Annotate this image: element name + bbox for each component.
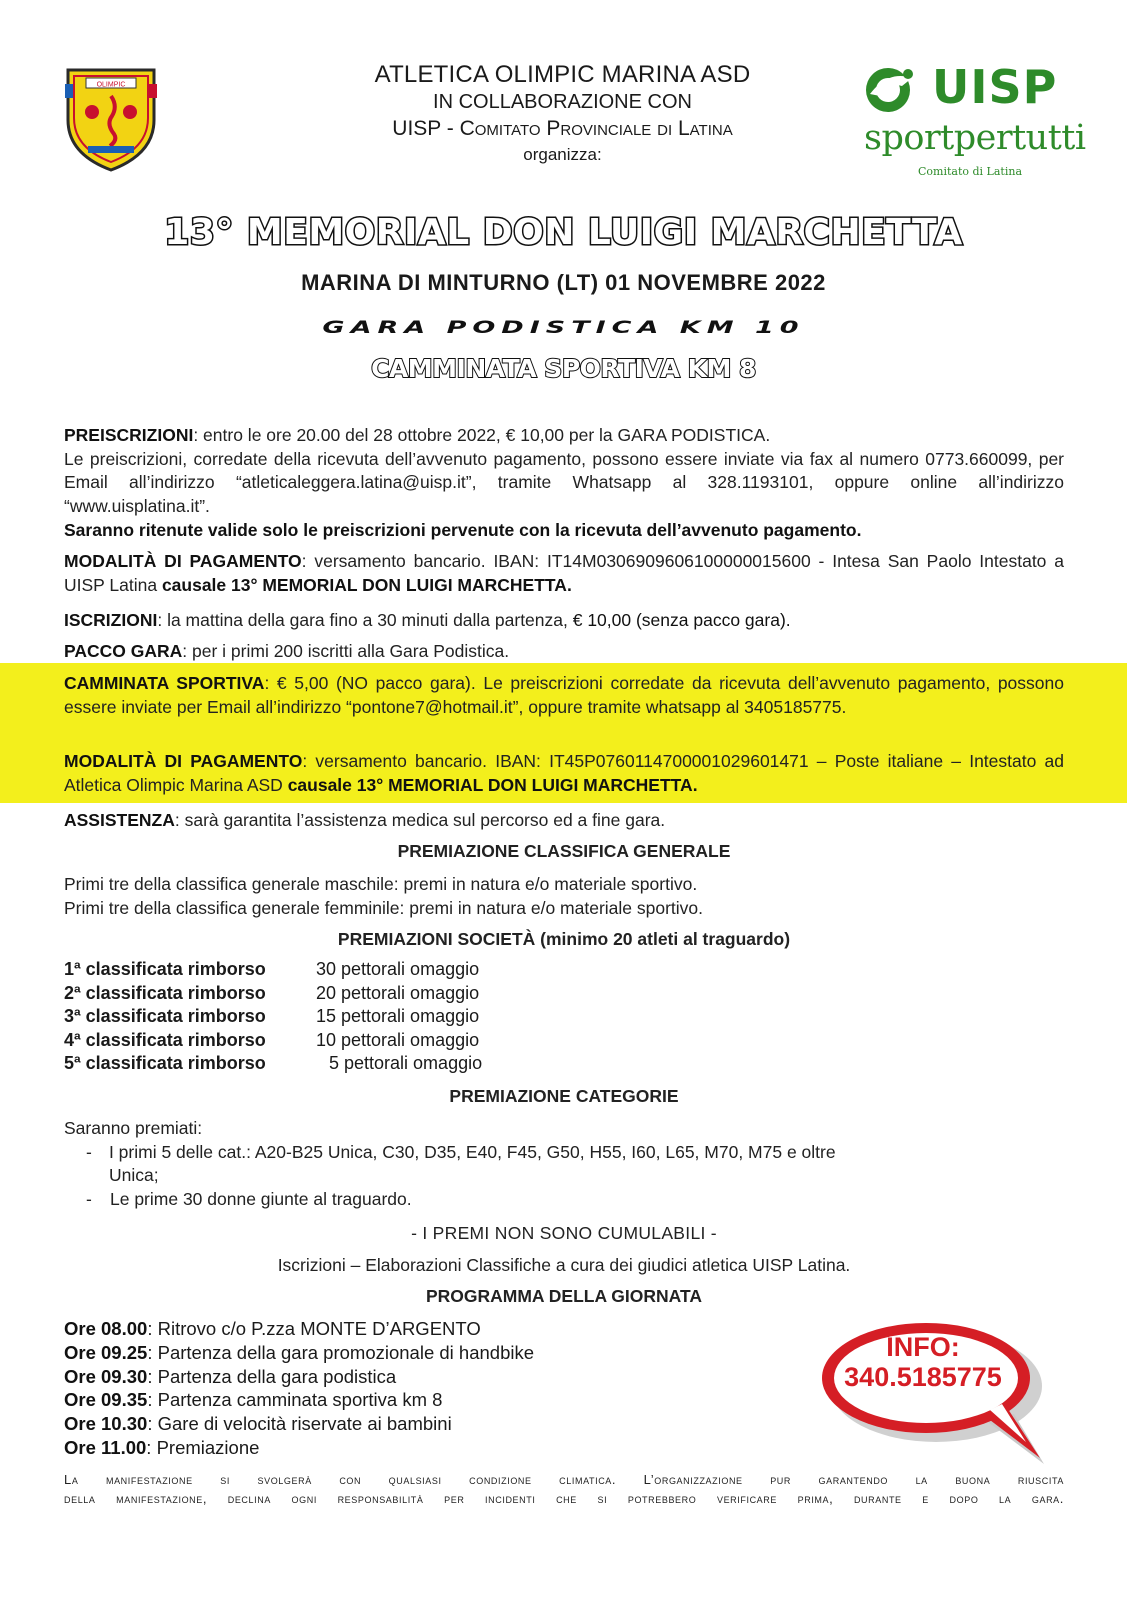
program-list <box>64 1317 534 1460</box>
payment-causale-2: causale 13° MEMORIAL DON LUIGI MARCHETTA. <box>287 774 698 795</box>
general-ranking-heading: PREMIAZIONE CLASSIFICA GENERALE <box>397 841 731 861</box>
uisp-emblem-icon <box>862 64 928 114</box>
list-item: Ore 08.00: Ritrovo c/o P.zza MONTE D’ARGENTO <box>64 1318 481 1339</box>
uisp-tagline: sportpertutti <box>864 118 1086 158</box>
list-item: - I primi 5 delle cat.: A20-B25 Unica, C30, D35, E40, F45, G50, H55, I60, L65, M70, M75 e oltre Unica; <box>86 1141 856 1188</box>
club-prizes-list <box>64 958 529 1076</box>
event-location-date: MARINA DI MINTURNO (LT) 01 NOVEMBRE 2022 <box>301 270 826 295</box>
assistance-label: ASSISTENZA <box>64 810 175 830</box>
registration-section <box>64 609 1064 633</box>
uisp-brand-text: UISP <box>932 60 1058 114</box>
payment-section-2 <box>64 750 1064 797</box>
list-item: 5ª classificata rimborso 5 pettorali omaggio <box>64 1053 483 1073</box>
payment-text-2: : versamento bancario. IBAN: IT45P0760114700001029601471 – Poste italiane – Intestato ad Atletica Olimpic Marina ASD <box>64 751 1064 795</box>
assistance-text: : sarà garantita l’assistenza medica sul percorso ed a fine gara. <box>174 810 666 830</box>
preregistration-text: : entro le ore 20.00 del 28 ottobre 2022, € 10,00 per la GARA PODISTICA. <box>193 425 771 445</box>
race-pack-label: PACCO GARA <box>64 641 183 661</box>
list-item: 1ª classificata rimborso 30 pettorali omaggio <box>64 959 480 979</box>
categories-item-2: Le prime 30 donne giunte al traguardo. <box>110 1188 412 1209</box>
info-phone: 340.5185775 <box>844 1362 1002 1392</box>
registration-price: € 10,00 (senza pacco gara). <box>572 610 791 630</box>
list-item: - Le prime 30 donne giunte al traguardo. <box>86 1188 1064 1212</box>
preregistration-label: PREISCRIZIONI <box>64 425 194 445</box>
assistance-section <box>64 809 1064 833</box>
categories-intro: Saranno premiati: <box>64 1118 203 1138</box>
general-ranking-section <box>64 873 1064 920</box>
registration-label: ISCRIZIONI <box>64 610 158 630</box>
preregistration-details: Le preiscrizioni, corredate della ricevuta dell’avvenuto pagamento, possono essere inviate via fax al numero 0773.660099, per Email all’indirizzo “atleticaleggera.latina@uisp.it”, tramite Whatsapp al 328.1193101, oppure online all’indirizzo “www.uisplatina.it”. <box>64 448 1064 516</box>
registration-text: : la mattina della gara fino a 30 minuti dalla partenza, <box>157 610 573 630</box>
walk-text: : € 5,00 (NO pacco gara). Le preiscrizioni corredate da ricevuta dell’avvenuto pagamento, possono essere inviate per Email all’indirizzo “pontone7@hotmail.it”, oppure tramite whatsapp al 3405185775. <box>64 673 1064 717</box>
program-heading: PROGRAMMA DELLA GIORNATA <box>425 1286 703 1306</box>
not-cumulative-note: - I PREMI NON SONO CUMULABILI - <box>411 1223 717 1243</box>
walk-section <box>64 672 1064 719</box>
payment-section-1 <box>64 550 1064 597</box>
walk-label: CAMMINATA SPORTIVA <box>64 673 265 693</box>
categories-item-1: I primi 5 delle cat.: A20-B25 Unica, C30, D35, E40, F45, G50, H55, I60, L65, M70, M75 e oltre Unica; <box>108 1141 836 1185</box>
collaboration-text: IN COLLABORAZIONE CON <box>433 91 692 113</box>
payment-label-1: MODALITÀ DI PAGAMENTO <box>64 551 302 571</box>
organizes-text: organizza: <box>523 145 602 164</box>
general-ranking-women: Primi tre della classifica generale femminile: premi in natura e/o materiale sportivo. <box>64 897 704 918</box>
list-item: Ore 09.35: Partenza camminata sportiva km 8 <box>64 1389 443 1411</box>
footer-line-2: della manifestazione, declina ogni responsabilità per incidenti che si potrebbero verificare prima, durante e dopo la gara. <box>64 1491 1064 1506</box>
info-speech-bubble <box>818 1318 1058 1470</box>
payment-label-2: MODALITÀ DI PAGAMENTO <box>64 751 303 771</box>
judges-note: Iscrizioni – Elaborazioni Classifiche a cura dei giudici atletica UISP Latina. <box>277 1255 851 1275</box>
club-prizes-heading: PREMIAZIONI SOCIETÀ (minimo 20 atleti al traguardo) <box>337 929 791 949</box>
list-item: Ore 09.25: Partenza della gara promozionale di handbike <box>64 1341 535 1363</box>
uisp-logo <box>862 60 1086 180</box>
preregistration-section <box>64 424 1064 543</box>
committee-name: UISP - Comitato Provinciale di Latina <box>392 117 733 140</box>
categories-heading: PREMIAZIONE CATEGORIE <box>449 1086 679 1106</box>
footer-line-1: La manifestazione si svolgerà con qualsiasi condizione climatica. L’organizzazione pur garantendo la buona riuscita <box>64 1472 1064 1487</box>
uisp-committee: Comitato di Latina <box>918 165 1023 178</box>
payment-text-1: : versamento bancario. IBAN: IT14M0306909606100000015600 - Intesa San Paolo Intestato a UISP Latina <box>64 551 1064 595</box>
categories-section <box>64 1117 1064 1211</box>
race-pack-section <box>64 640 1064 664</box>
list-item: 3ª classificata rimborso 15 pettorali omaggio <box>64 1006 480 1026</box>
event-title: 13° MEMORIAL DON LUIGI MARCHETTA <box>164 212 963 253</box>
preregistration-note: Saranno ritenute valide solo le preiscrizioni pervenute con la ricevuta dell’avvenuto pagamento. <box>64 520 862 540</box>
info-label: INFO: <box>886 1332 960 1362</box>
list-item: Ore 10.30: Gare di velocità riservate ai bambini <box>64 1413 452 1435</box>
payment-causale-1: causale 13° MEMORIAL DON LUIGI MARCHETTA. <box>161 574 572 595</box>
list-item: Ore 11.00: Premiazione <box>64 1436 260 1458</box>
club-crest-logo <box>62 62 160 174</box>
walk-title: CAMMINATA SPORTIVA KM 8 <box>371 354 756 383</box>
organizer-header <box>290 60 835 168</box>
crest-text: OLIMPIC <box>96 81 126 89</box>
organizer-name: ATLETICA OLIMPIC MARINA ASD <box>374 61 751 88</box>
list-item: 4ª classificata rimborso 10 pettorali omaggio <box>64 1029 480 1050</box>
footer-disclaimer <box>64 1470 1064 1508</box>
general-ranking-men: Primi tre della classifica generale maschile: premi in natura e/o materiale sportivo. <box>64 874 698 894</box>
list-item: Ore 09.30: Partenza della gara podistica <box>64 1365 397 1387</box>
race-title: GARA PODISTICA KM 10 <box>322 317 805 338</box>
race-pack-text: : per i primi 200 iscritti alla Gara Podistica. <box>182 641 510 661</box>
list-item: 2ª classificata rimborso 20 pettorali omaggio <box>64 982 480 1003</box>
